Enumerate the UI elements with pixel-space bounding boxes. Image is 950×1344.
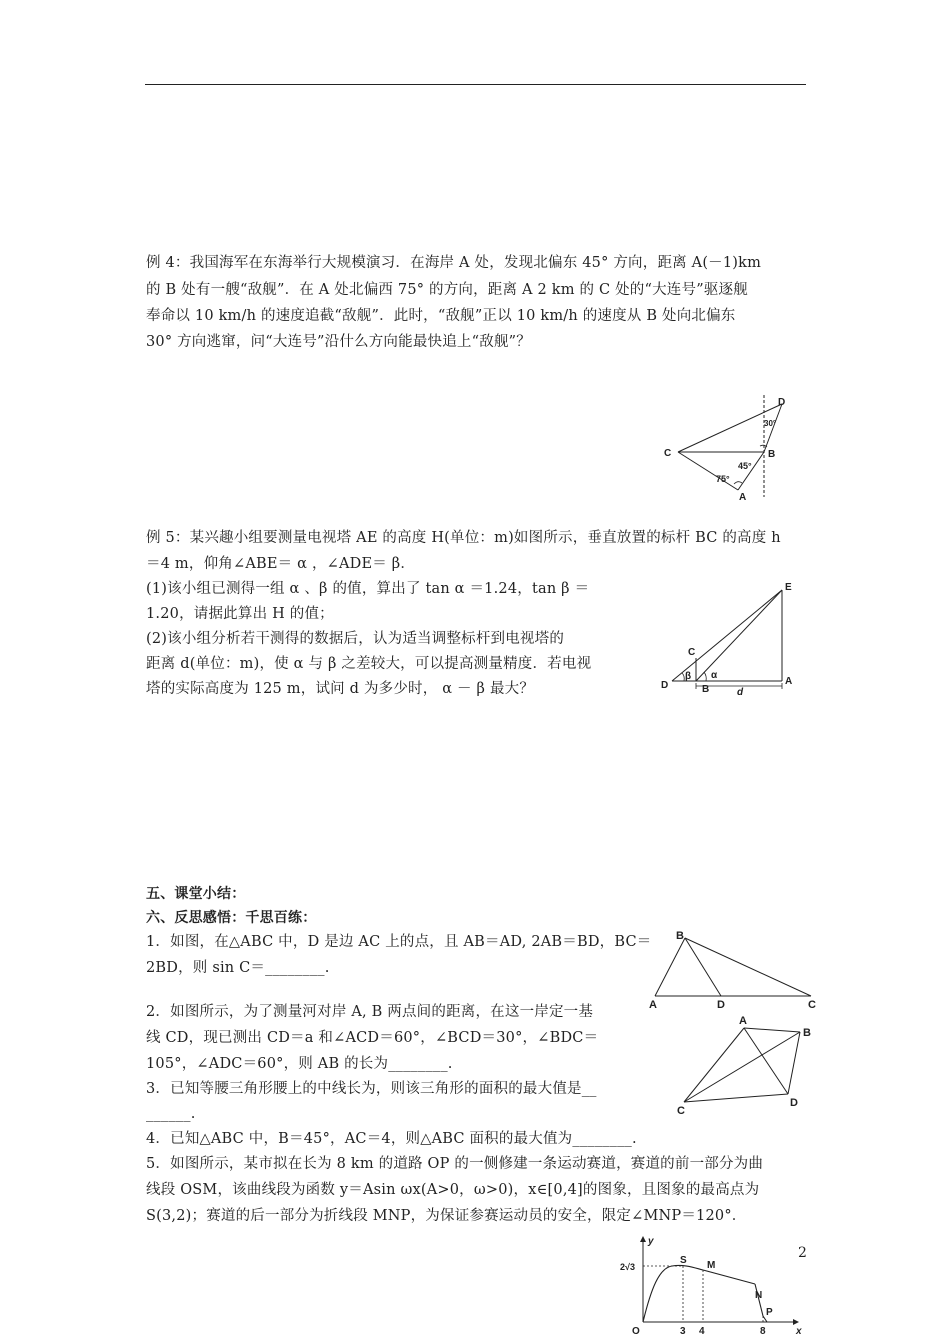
section-summary-heading: 五、课堂小结： bbox=[146, 886, 246, 902]
text-line: 线段 OSM，该曲线段为函数 y＝Asin ωx(A>0，ω>0)，x∈[0,4]的图象，且图象的最高点为 bbox=[146, 1182, 760, 1198]
angle-45-label: 45° bbox=[738, 461, 752, 471]
text-line: 3．已知等腰三角形腰上的中线长为，则该三角形的面积的最大值是__ bbox=[146, 1081, 597, 1097]
label-C: C bbox=[677, 1105, 685, 1117]
header-rule bbox=[145, 84, 806, 85]
text-line: 的 B 处有一艘“敌舰”．在 A 处北偏西 75° 的方向，距离 A 2 km 的 C 处的“大连号”驱逐舰 bbox=[146, 282, 748, 298]
label-A: A bbox=[739, 492, 747, 503]
text-line: 5．如图所示，某市拟在长为 8 km 的道路 OP 的一侧修建一条运动赛道，赛道的前一部分为曲 bbox=[146, 1156, 764, 1172]
text-line: 30° 方向逃窜，问“大连号”沿什么方向能最快追上“敌舰”？ bbox=[146, 334, 531, 350]
text-line: ______. bbox=[146, 1106, 196, 1122]
problem-2-figure bbox=[672, 1010, 822, 1118]
label-D: D bbox=[717, 999, 725, 1011]
y-tick-label: 2√3 bbox=[620, 1262, 635, 1272]
label-S: S bbox=[680, 1255, 687, 1266]
text-line: 2BD，则 sin C＝________. bbox=[146, 960, 330, 976]
label-D: D bbox=[790, 1097, 798, 1109]
label-N: N bbox=[755, 1290, 763, 1301]
label-D: D bbox=[661, 680, 669, 691]
x-tick-4: 4 bbox=[699, 1326, 705, 1337]
section-reflection-heading: 六、反思感悟：千思百练： bbox=[146, 910, 317, 926]
text-line: 105°，∠ADC＝60°，则 AB 的长为________. bbox=[146, 1056, 453, 1072]
label-x: x bbox=[796, 1326, 802, 1337]
text-line: S(3,2)；赛道的后一部分为折线段 MNP，为保证参赛运动员的安全，限定∠MNP＝120°． bbox=[146, 1208, 747, 1224]
label-P: P bbox=[766, 1307, 773, 1318]
problem-1-figure bbox=[645, 928, 820, 1010]
label-E: E bbox=[785, 582, 792, 593]
text-line: 1．如图，在△ABC 中，D 是边 AC 上的点，且 AB＝AD, 2AB＝BD，BC＝ bbox=[146, 934, 652, 950]
problem-5-figure bbox=[615, 1234, 805, 1339]
text-line: 1.20，请据此算出 H 的值； bbox=[146, 606, 334, 622]
label-C: C bbox=[688, 647, 696, 658]
label-B: B bbox=[676, 930, 684, 942]
label-alpha: α bbox=[711, 670, 718, 681]
label-A: A bbox=[785, 676, 793, 687]
label-A: A bbox=[739, 1015, 747, 1027]
label-y: y bbox=[648, 1236, 654, 1247]
label-C: C bbox=[664, 448, 672, 459]
label-B: B bbox=[768, 449, 776, 460]
label-O: O bbox=[632, 1326, 640, 1337]
label-B: B bbox=[803, 1027, 811, 1039]
label-B: B bbox=[702, 684, 710, 695]
text-line: (1)该小组已测得一组 α 、β 的值，算出了 tan α ＝1.24，tan β ＝ bbox=[146, 581, 590, 597]
text-line: 线 CD，现已测出 CD＝a 和∠ACD＝60°，∠BCD＝30°，∠BDC＝ bbox=[146, 1030, 599, 1046]
text-line: 例 5：某兴趣小组要测量电视塔 AE 的高度 H(单位：m)如图所示，垂直放置的标杆 BC 的高度 h bbox=[146, 530, 781, 546]
text-line: 距离 d(单位：m)，使 α 与 β 之差较大，可以提高测量精度．若电视 bbox=[146, 656, 592, 672]
angle-30-label: 30° bbox=[764, 419, 777, 428]
text-line: (2)该小组分析若干测得的数据后，认为适当调整标杆到电视塔的 bbox=[146, 631, 565, 647]
text-line: ＝4 m，仰角∠ABE＝ α ，∠ADE＝ β． bbox=[146, 556, 416, 572]
label-D: D bbox=[778, 397, 786, 408]
label-A: A bbox=[649, 999, 657, 1011]
page-number: 2 bbox=[798, 1245, 807, 1261]
example-5-figure bbox=[660, 580, 800, 698]
label-d: d bbox=[737, 687, 744, 698]
example-4-figure bbox=[660, 392, 800, 504]
text-line: 奉命以 10 km/h 的速度追截“敌舰”．此时，“敌舰”正以 10 km/h 的速度从 B 处向北偏东 bbox=[146, 308, 736, 324]
text-line: 塔的实际高度为 125 m，试问 d 为多少时， α － β 最大？ bbox=[146, 681, 535, 697]
text-line: 4．已知△ABC 中，B＝45°，AC＝4，则△ABC 面积的最大值为________. bbox=[146, 1131, 637, 1147]
text-line: 2．如图所示，为了测量河对岸 A, B 两点间的距离，在这一岸定一基 bbox=[146, 1004, 594, 1020]
text-line: 例 4：我国海军在东海举行大规模演习．在海岸 A 处，发现北偏东 45° 方向，距离 A(－1)km bbox=[146, 255, 762, 271]
label-M: M bbox=[707, 1260, 716, 1271]
label-C: C bbox=[808, 999, 816, 1011]
label-beta: β bbox=[685, 671, 692, 682]
x-tick-8: 8 bbox=[760, 1326, 766, 1337]
angle-75-label: 75° bbox=[716, 474, 730, 484]
x-tick-3: 3 bbox=[680, 1326, 686, 1337]
